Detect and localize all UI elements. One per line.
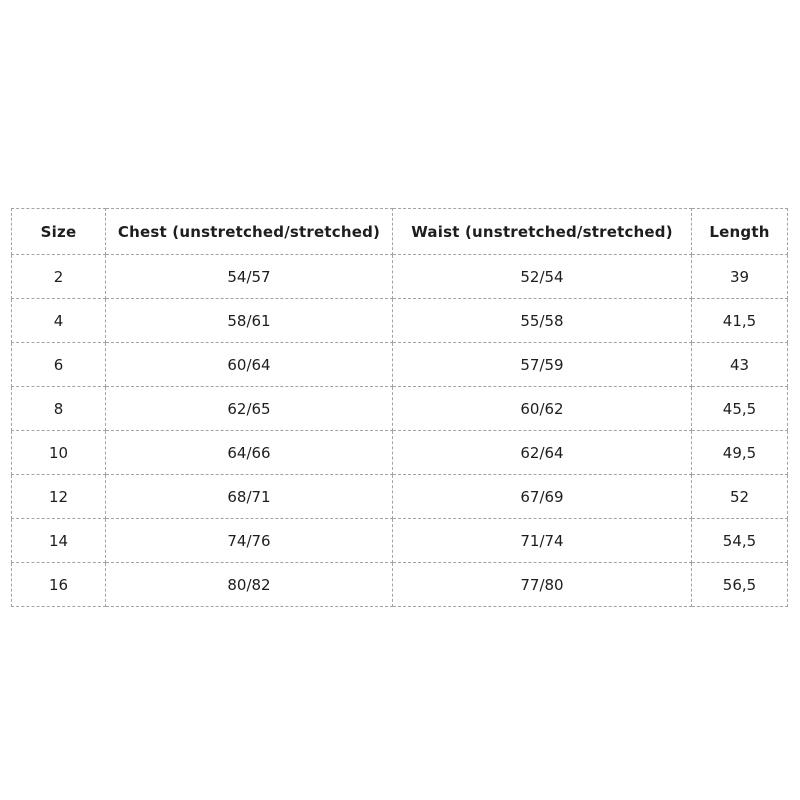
cell-length: 49,5 bbox=[692, 431, 788, 475]
cell-chest: 58/61 bbox=[106, 299, 393, 343]
cell-waist: 67/69 bbox=[393, 475, 692, 519]
cell-waist: 52/54 bbox=[393, 255, 692, 299]
header-row bbox=[12, 209, 788, 255]
size-chart-table bbox=[11, 208, 788, 607]
cell-chest: 60/64 bbox=[106, 343, 393, 387]
cell-waist: 60/62 bbox=[393, 387, 692, 431]
cell-size: 8 bbox=[12, 387, 106, 431]
cell-waist: 62/64 bbox=[393, 431, 692, 475]
cell-length: 56,5 bbox=[692, 563, 788, 607]
cell-size: 14 bbox=[12, 519, 106, 563]
cell-length: 41,5 bbox=[692, 299, 788, 343]
header-length: Length bbox=[692, 209, 788, 255]
cell-size: 6 bbox=[12, 343, 106, 387]
cell-chest: 68/71 bbox=[106, 475, 393, 519]
cell-size: 2 bbox=[12, 255, 106, 299]
table-row bbox=[12, 563, 788, 607]
cell-chest: 62/65 bbox=[106, 387, 393, 431]
table-row bbox=[12, 255, 788, 299]
table-row bbox=[12, 475, 788, 519]
cell-chest: 64/66 bbox=[106, 431, 393, 475]
cell-size: 12 bbox=[12, 475, 106, 519]
header-chest: Chest (unstretched/stretched) bbox=[106, 209, 393, 255]
cell-size: 10 bbox=[12, 431, 106, 475]
table-row bbox=[12, 431, 788, 475]
size-chart-body bbox=[12, 255, 788, 607]
cell-chest: 54/57 bbox=[106, 255, 393, 299]
table-row bbox=[12, 387, 788, 431]
cell-waist: 57/59 bbox=[393, 343, 692, 387]
cell-size: 16 bbox=[12, 563, 106, 607]
cell-waist: 77/80 bbox=[393, 563, 692, 607]
size-chart-header bbox=[12, 209, 788, 255]
cell-length: 54,5 bbox=[692, 519, 788, 563]
table-row bbox=[12, 519, 788, 563]
header-size: Size bbox=[12, 209, 106, 255]
cell-length: 52 bbox=[692, 475, 788, 519]
cell-chest: 80/82 bbox=[106, 563, 393, 607]
cell-waist: 55/58 bbox=[393, 299, 692, 343]
cell-waist: 71/74 bbox=[393, 519, 692, 563]
table-row bbox=[12, 343, 788, 387]
cell-length: 39 bbox=[692, 255, 788, 299]
table-row bbox=[12, 299, 788, 343]
cell-size: 4 bbox=[12, 299, 106, 343]
cell-length: 45,5 bbox=[692, 387, 788, 431]
cell-length: 43 bbox=[692, 343, 788, 387]
cell-chest: 74/76 bbox=[106, 519, 393, 563]
header-waist: Waist (unstretched/stretched) bbox=[393, 209, 692, 255]
